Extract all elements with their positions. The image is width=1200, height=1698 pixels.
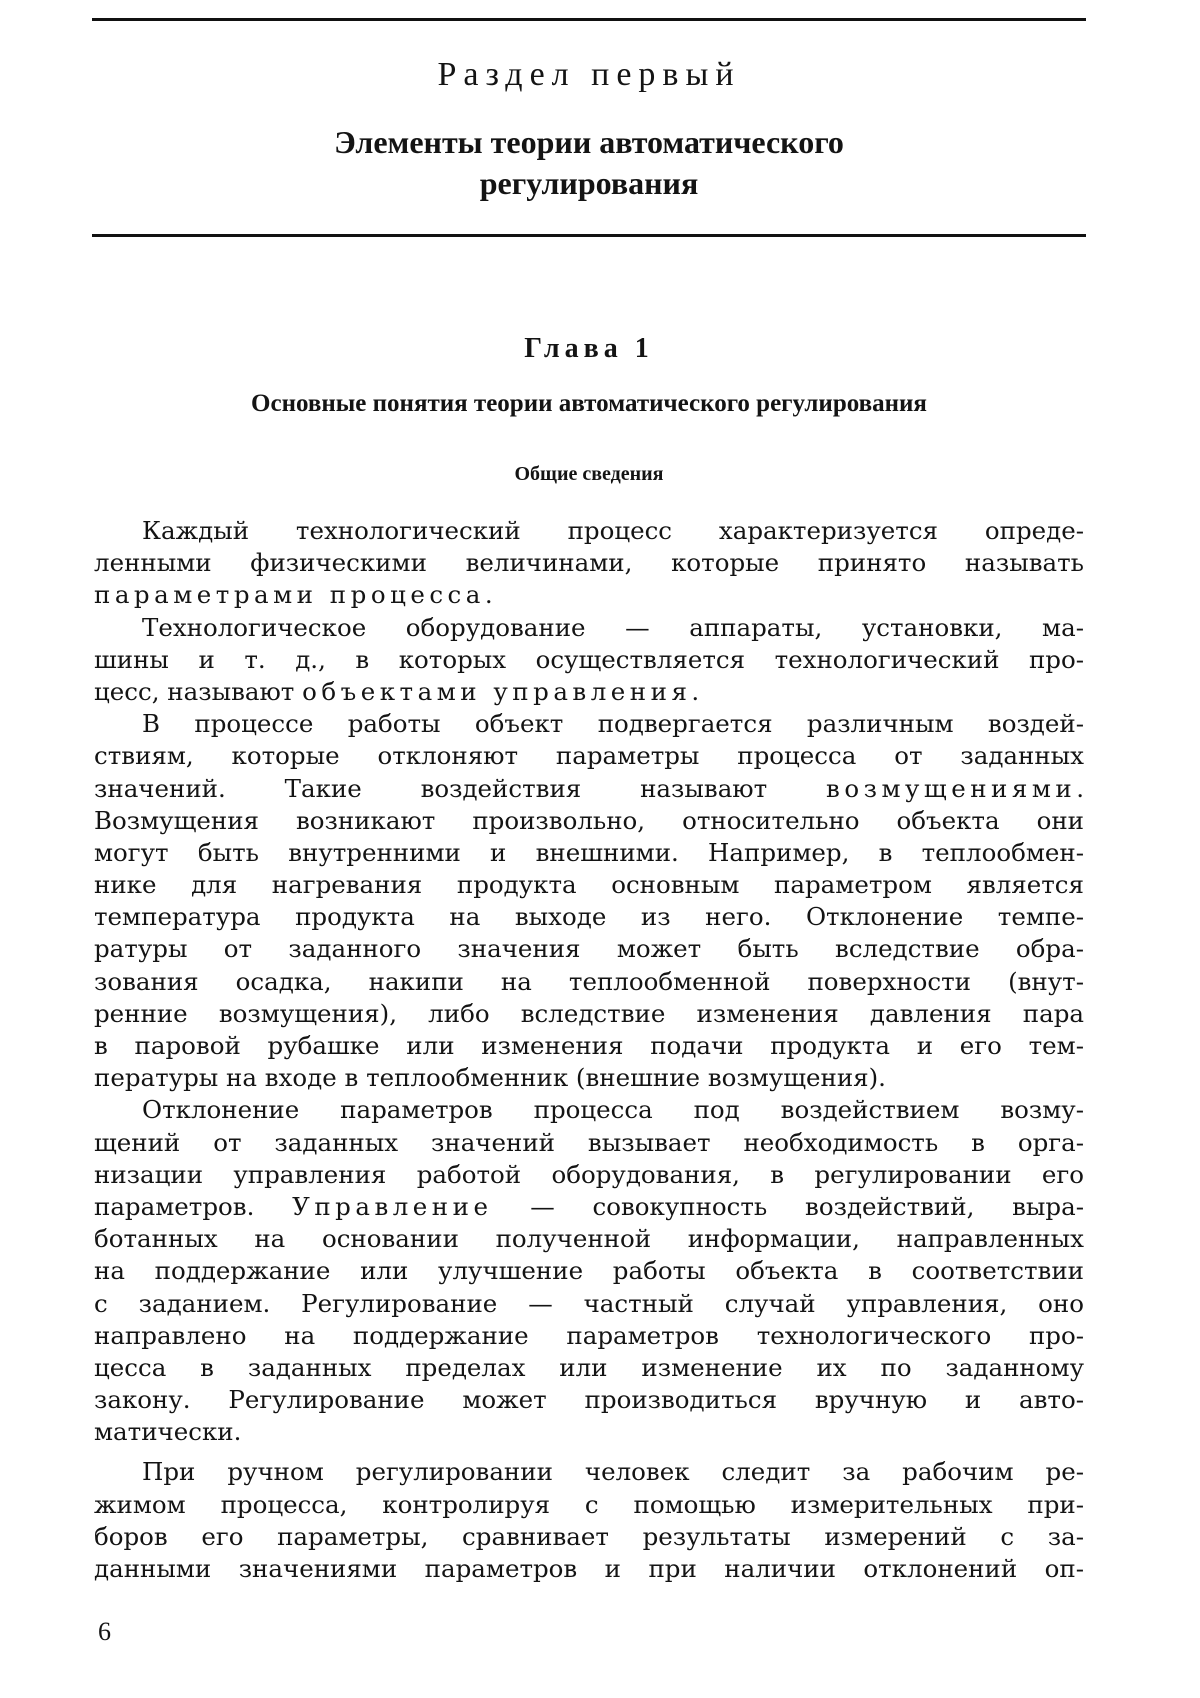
text-span: — совокупность воздействий, выра- bbox=[492, 1191, 1084, 1221]
text-line: на поддержание или улучшение работы объекта в соответствии bbox=[94, 1256, 1084, 1286]
section-title bbox=[92, 122, 1086, 204]
text-line: боров его параметры, сравнивает результаты измерений с за- bbox=[94, 1521, 1084, 1551]
section-label: Раздел первый bbox=[437, 56, 741, 93]
text-line: Отклонение параметров процесса под воздействием возму- bbox=[142, 1095, 1084, 1125]
spaced-term: объектами управления bbox=[302, 676, 692, 706]
text-line: зования осадка, накипи на теплообменной поверхности (внут- bbox=[94, 966, 1084, 996]
text-line: направлено на поддержание параметров технологического про- bbox=[94, 1320, 1084, 1350]
text-span: . bbox=[1076, 773, 1084, 803]
text-line: нике для нагревания продукта основным параметром является bbox=[94, 870, 1084, 900]
text-line: в паровой рубашке или изменения подачи продукта и его тем- bbox=[94, 1031, 1084, 1060]
text-line: жимом процесса, контролируя с помощью измерительных при- bbox=[94, 1489, 1084, 1519]
chapter-title: Основные понятия теории автоматического регулирования bbox=[251, 390, 927, 417]
text-line: щений от заданных значений вызывает необходимость в орга- bbox=[94, 1127, 1084, 1157]
text-line bbox=[94, 1191, 1084, 1223]
text-line: ленными физическими величинами, которые принято называть bbox=[94, 548, 1084, 578]
text-span: цесс, называют bbox=[94, 676, 303, 706]
text-line: температура продукта на выходе из него. Отклонение темпе- bbox=[94, 902, 1084, 932]
text-line: Каждый технологический процесс характеризуется опреде- bbox=[142, 516, 1084, 545]
text-line: с заданием. Регулирование — частный случай управления, оно bbox=[94, 1288, 1084, 1318]
page-number: 6 bbox=[98, 1617, 111, 1646]
section-title-line: Элементы теории автоматического bbox=[334, 124, 844, 160]
text-line: могут быть внутренними и внешними. Например, в теплообмен- bbox=[94, 837, 1084, 867]
text-line: шины и т. д., в которых осуществляется технологический про- bbox=[94, 644, 1084, 674]
text-span: значений. Такие воздействия называют bbox=[94, 773, 827, 803]
text-line: данными значениями параметров и при наличии отклонений оп- bbox=[94, 1554, 1084, 1583]
text-line: пературы на входе в теплообменник (внешние возмущения). bbox=[94, 1063, 886, 1093]
text-line: ренние возмущения), либо вследствие изменения давления пара bbox=[94, 998, 1084, 1028]
text-span: . bbox=[691, 676, 700, 706]
chapter-label: Глава 1 bbox=[524, 333, 654, 364]
text-line: матически. bbox=[94, 1417, 242, 1447]
text-line: закону. Регулирование может производиться вручную и авто- bbox=[94, 1385, 1084, 1415]
text-line: низации управления работой оборудования, в регулировании его bbox=[94, 1159, 1084, 1189]
text-line: В процессе работы объект подвергается различным воздей- bbox=[142, 709, 1084, 739]
text-line: цесса в заданных пределах или изменение их по заданному bbox=[94, 1352, 1084, 1382]
text-span: параметров. bbox=[94, 1191, 293, 1221]
text-line: ботанных на основании полученной информации, направленных bbox=[94, 1224, 1084, 1254]
subsection-title: Общие сведения bbox=[514, 463, 664, 485]
text-line bbox=[94, 773, 1084, 805]
text-line: Технологическое оборудование — аппараты, установки, ма- bbox=[142, 612, 1084, 642]
top-rule bbox=[92, 18, 1086, 21]
spaced-term: возмущениями bbox=[826, 773, 1077, 803]
text-line: ратуры от заданного значения может быть вследствие обра- bbox=[94, 934, 1084, 964]
text-line: ствиям, которые отклоняют параметры процесса от заданных bbox=[94, 741, 1084, 771]
text-line: параметрами процесса. bbox=[94, 580, 498, 610]
text-line: Возмущения возникают произвольно, относительно объекта они bbox=[94, 805, 1084, 835]
bottom-rule bbox=[92, 234, 1086, 237]
text-line bbox=[94, 676, 1084, 708]
section-title-line: регулирования bbox=[479, 165, 699, 201]
body-text bbox=[94, 515, 1084, 1585]
spaced-term: Управление bbox=[292, 1191, 493, 1221]
text-line: При ручном регулировании человек следит за рабочим ре- bbox=[142, 1457, 1084, 1487]
